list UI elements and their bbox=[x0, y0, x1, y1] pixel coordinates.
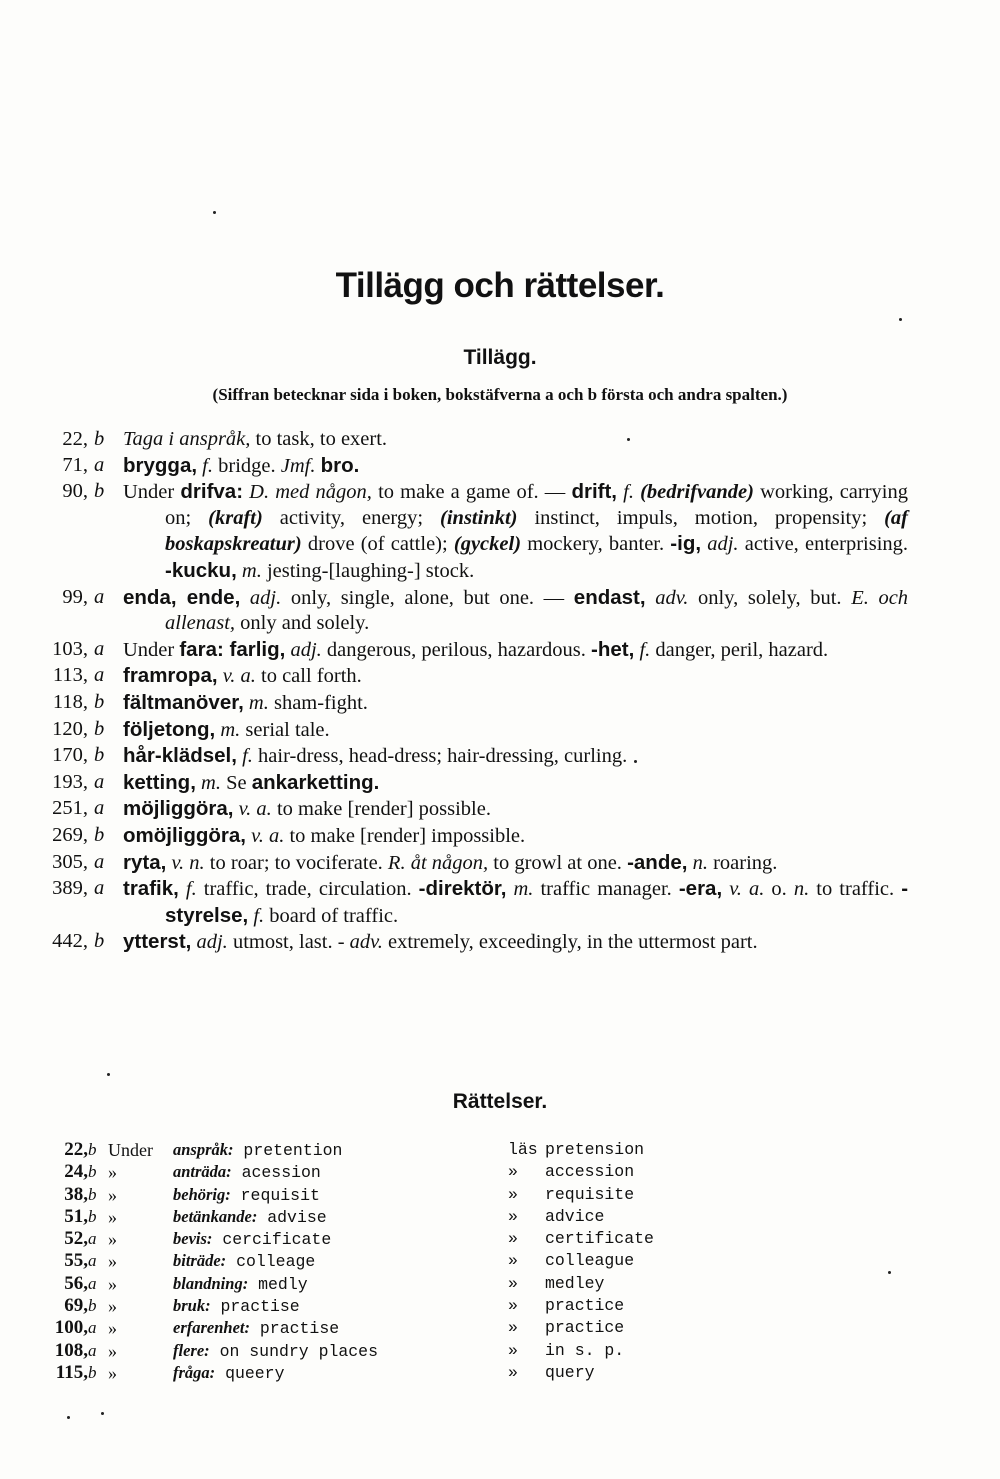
entry-side: a bbox=[94, 585, 105, 608]
correction-key: erfarenhet: bbox=[173, 1318, 250, 1338]
headword: -era, bbox=[678, 877, 723, 901]
print-speck bbox=[213, 211, 216, 214]
correction-page: 100, bbox=[54, 1317, 88, 1339]
addition-entry bbox=[28, 453, 908, 480]
correction-wrong bbox=[173, 1317, 339, 1340]
entry-page: 71, bbox=[62, 453, 88, 476]
correction-side: b bbox=[88, 1162, 97, 1182]
correction-side: a bbox=[88, 1273, 97, 1293]
entry-segment: (instinkt) bbox=[440, 506, 518, 529]
entry-text bbox=[123, 876, 908, 929]
entry-segment: activity, energy; bbox=[262, 506, 441, 529]
correction-side: b bbox=[88, 1206, 97, 1226]
addition-entry bbox=[28, 929, 908, 956]
correction-key: anspråk: bbox=[173, 1140, 234, 1159]
headword: -direktör, bbox=[418, 877, 507, 901]
additions-heading: Tillägg. bbox=[463, 346, 537, 369]
addition-entry bbox=[28, 585, 908, 637]
correction-key: flere: bbox=[173, 1340, 210, 1360]
entry-text bbox=[123, 743, 908, 770]
entry-segment: only, single, alone, but one. — bbox=[281, 586, 574, 609]
correction-side: a bbox=[88, 1251, 97, 1271]
correction-wrong bbox=[173, 1228, 331, 1251]
correction-key: blandning: bbox=[173, 1273, 249, 1293]
entry-page: 113, bbox=[52, 664, 88, 687]
correction-right: certificate bbox=[545, 1229, 654, 1249]
correction-page: 108, bbox=[54, 1339, 88, 1361]
correction-wrong-text: requisit bbox=[240, 1185, 320, 1205]
entry-text bbox=[123, 850, 908, 877]
entry-text bbox=[123, 663, 908, 690]
correction-under: Under bbox=[108, 1140, 153, 1160]
entry-segment: f. bbox=[623, 481, 634, 504]
addition-entry bbox=[28, 717, 908, 744]
entry-segment: dangerous, perilous, hazardous. bbox=[321, 638, 592, 661]
addition-entry bbox=[28, 637, 908, 664]
correction-wrong bbox=[173, 1184, 320, 1207]
print-speck bbox=[634, 760, 637, 763]
correction-right: in s. p. bbox=[545, 1340, 625, 1360]
entry-segment: v. a. bbox=[222, 665, 256, 688]
correction-wrong-text: acession bbox=[241, 1163, 321, 1183]
entry-segment: adj. bbox=[249, 586, 282, 609]
correction-wrong bbox=[173, 1139, 342, 1162]
correction-key: anträda: bbox=[173, 1162, 232, 1182]
correction-wrong-text: medly bbox=[258, 1274, 308, 1294]
correction-las: » bbox=[508, 1184, 518, 1204]
entry-page: 269, bbox=[52, 823, 88, 846]
addition-entry bbox=[28, 663, 908, 690]
correction-wrong-text: advise bbox=[267, 1207, 327, 1227]
correction-wrong-text: on sundry places bbox=[219, 1341, 378, 1361]
entry-side: a bbox=[94, 850, 105, 873]
entry-page: 170, bbox=[52, 744, 88, 767]
entry-side: a bbox=[94, 453, 105, 476]
correction-key: behörig: bbox=[173, 1184, 231, 1204]
correction-under: » bbox=[108, 1296, 117, 1317]
entry-segment: m. bbox=[220, 718, 241, 741]
entry-segment: R. åt någon, bbox=[387, 851, 489, 874]
entry-segment: m. bbox=[248, 691, 269, 714]
additions-list bbox=[28, 427, 908, 956]
entry-text bbox=[123, 585, 908, 637]
correction-under: » bbox=[108, 1206, 117, 1227]
entry-segment: v. a. bbox=[251, 824, 285, 847]
entry-segment: serial tale. bbox=[240, 718, 330, 741]
entry-page: 120, bbox=[52, 717, 88, 740]
print-speck bbox=[899, 318, 902, 321]
entry-segment: working, carrying on; bbox=[165, 481, 908, 529]
entry-side: b bbox=[94, 823, 105, 846]
correction-right: medley bbox=[545, 1273, 605, 1293]
entry-segment: danger, peril, hazard. bbox=[650, 638, 829, 661]
entry-side: b bbox=[94, 480, 105, 503]
correction-row bbox=[28, 1206, 728, 1228]
correction-row bbox=[28, 1161, 728, 1183]
headword: endast, bbox=[573, 585, 646, 609]
correction-row bbox=[28, 1340, 728, 1362]
entry-segment: adj. bbox=[196, 931, 228, 954]
correction-page: 22, bbox=[64, 1139, 88, 1160]
entry-text bbox=[123, 637, 908, 664]
headword: -ig, bbox=[670, 532, 702, 556]
entry-ref bbox=[28, 796, 110, 822]
headword: bro. bbox=[320, 453, 360, 477]
correction-las: » bbox=[508, 1318, 518, 1338]
entry-page: 305, bbox=[52, 850, 88, 873]
headword: fältmanöver, bbox=[123, 690, 244, 714]
correction-key: bruk: bbox=[173, 1296, 211, 1316]
entry-segment: jesting-[laughing-] stock. bbox=[261, 559, 475, 582]
headword: ankarketting. bbox=[251, 770, 380, 794]
entry-segment: v. a. bbox=[729, 878, 765, 901]
correction-page: 115, bbox=[55, 1361, 88, 1383]
entry-text bbox=[123, 690, 908, 717]
entry-segment: hair-dress, head-dress; hair-dressing, curling. bbox=[252, 745, 628, 768]
entry-segment: m. bbox=[201, 771, 221, 794]
correction-right: query bbox=[545, 1362, 595, 1382]
entry-segment: f. bbox=[253, 904, 265, 927]
entry-segment: f. bbox=[185, 878, 197, 901]
entry-segment: to make [render] possible. bbox=[271, 798, 491, 821]
entry-ref bbox=[28, 663, 110, 689]
correction-wrong bbox=[173, 1295, 300, 1318]
correction-side: a bbox=[88, 1229, 97, 1249]
entry-page: 251, bbox=[52, 797, 88, 820]
entry-segment: sham-fight. bbox=[268, 691, 368, 714]
entry-segment: extremely, exceedingly, in the uttermost part. bbox=[382, 931, 758, 954]
correction-las: » bbox=[508, 1362, 518, 1382]
correction-las: läs bbox=[508, 1140, 538, 1159]
correction-key: biträde: bbox=[173, 1251, 227, 1271]
addition-entry bbox=[28, 850, 908, 877]
entry-ref bbox=[28, 453, 110, 479]
headword: -kucku, bbox=[165, 558, 237, 582]
entry-segment: only and solely. bbox=[235, 612, 370, 635]
correction-row bbox=[28, 1184, 728, 1206]
entry-page: 389, bbox=[52, 877, 88, 900]
addition-entry bbox=[28, 427, 908, 453]
entry-segment: to task, to exert. bbox=[250, 428, 388, 450]
entry-text bbox=[123, 479, 908, 584]
correction-right: pretension bbox=[545, 1140, 645, 1159]
entry-segment: D. med någon, bbox=[249, 481, 372, 504]
print-speck bbox=[627, 438, 630, 441]
headword: enda, ende, bbox=[123, 585, 241, 609]
correction-row bbox=[28, 1295, 728, 1317]
entry-ref bbox=[28, 850, 110, 876]
entry-side: a bbox=[94, 877, 105, 900]
correction-wrong bbox=[173, 1340, 378, 1363]
entry-segment: adj. bbox=[707, 533, 739, 556]
print-speck bbox=[67, 1416, 70, 1419]
correction-side: b bbox=[88, 1362, 97, 1382]
entry-segment: (gyckel) bbox=[453, 533, 522, 556]
entry-segment: (af boskapskreatur) bbox=[165, 506, 909, 556]
page-title: Tillägg och rättelser. bbox=[335, 266, 665, 305]
entry-segment: mockery, banter. bbox=[521, 533, 671, 556]
entry-text bbox=[123, 929, 908, 956]
entry-segment: adv. bbox=[655, 586, 689, 609]
entry-side: b bbox=[94, 930, 105, 953]
entry-ref bbox=[28, 717, 110, 743]
entry-ref bbox=[28, 690, 110, 716]
entry-side: b bbox=[94, 690, 105, 713]
correction-las: » bbox=[508, 1340, 518, 1360]
correction-las: » bbox=[508, 1273, 518, 1293]
entry-segment: to make a game of. — bbox=[371, 481, 572, 504]
correction-side: a bbox=[88, 1340, 97, 1360]
entry-segment: f. bbox=[242, 745, 253, 768]
entry-side: b bbox=[94, 744, 105, 767]
entry-segment: m. bbox=[513, 878, 534, 901]
entry-text bbox=[123, 796, 908, 823]
correction-wrong-text: colleage bbox=[236, 1252, 316, 1272]
correction-wrong bbox=[173, 1273, 308, 1296]
entry-segment: Jmf. bbox=[280, 454, 316, 477]
headword: trafik, bbox=[123, 877, 179, 901]
entry-ref bbox=[28, 929, 110, 955]
entry-segment: Taga i anspråk, bbox=[123, 428, 251, 450]
addition-entry bbox=[28, 796, 908, 823]
entry-segment: adv. bbox=[349, 931, 383, 954]
correction-las: » bbox=[508, 1229, 518, 1249]
entry-segment: drove (of cattle); bbox=[301, 533, 454, 556]
entry-segment: adj. bbox=[290, 638, 322, 661]
addition-entry bbox=[28, 823, 908, 850]
entry-segment: (bedrifvande) bbox=[640, 481, 754, 504]
entry-segment: E. och allenast, bbox=[165, 586, 909, 635]
correction-right: accession bbox=[545, 1162, 635, 1182]
correction-row bbox=[28, 1273, 728, 1295]
correction-under: » bbox=[108, 1318, 117, 1339]
correction-side: a bbox=[88, 1318, 97, 1338]
entry-ref bbox=[28, 876, 110, 902]
correction-wrong-text: queery bbox=[225, 1363, 285, 1383]
correction-under: » bbox=[108, 1184, 117, 1205]
entry-side: b bbox=[94, 428, 105, 450]
correction-right: colleague bbox=[545, 1251, 635, 1271]
entry-page: 22, bbox=[62, 428, 88, 450]
entry-page: 442, bbox=[52, 930, 88, 953]
entry-text bbox=[123, 427, 908, 453]
addition-entry bbox=[28, 690, 908, 717]
entry-page: 90, bbox=[62, 480, 88, 503]
correction-under: » bbox=[108, 1273, 117, 1294]
correction-side: b bbox=[88, 1184, 97, 1204]
correction-under: » bbox=[108, 1229, 117, 1250]
entry-segment: Se bbox=[220, 771, 252, 794]
entry-ref bbox=[28, 637, 110, 663]
corrections-list bbox=[28, 1139, 728, 1384]
addition-entry bbox=[28, 743, 908, 770]
correction-row bbox=[28, 1317, 728, 1339]
entry-segment: v. a. bbox=[238, 798, 272, 821]
entry-ref bbox=[28, 823, 110, 849]
entry-text bbox=[123, 717, 908, 744]
entry-segment bbox=[646, 587, 656, 609]
entry-segment: f. bbox=[639, 638, 651, 661]
headword: -het, bbox=[591, 637, 635, 661]
correction-under: » bbox=[108, 1362, 117, 1383]
entry-side: a bbox=[94, 797, 105, 820]
headword: följetong, bbox=[123, 717, 216, 741]
headword: -styrelse, bbox=[165, 877, 909, 927]
entry-segment: to growl at one. bbox=[488, 851, 628, 874]
correction-page: 24, bbox=[64, 1161, 88, 1183]
correction-under: » bbox=[108, 1162, 117, 1183]
entry-page: 118, bbox=[52, 690, 88, 713]
correction-row bbox=[28, 1139, 728, 1161]
corrections-heading: Rättelser. bbox=[452, 1090, 548, 1113]
headword: brygga, bbox=[123, 453, 198, 477]
correction-row bbox=[28, 1250, 728, 1272]
print-speck bbox=[888, 1271, 891, 1274]
entry-segment: n. bbox=[692, 851, 708, 874]
entry-segment: m. bbox=[241, 559, 262, 582]
entry-side: b bbox=[94, 717, 105, 740]
correction-right: requisite bbox=[545, 1184, 635, 1204]
headword: möjliggöra, bbox=[123, 797, 234, 821]
entry-side: a bbox=[94, 637, 105, 660]
headword: ytterst, bbox=[123, 930, 192, 954]
addition-entry bbox=[28, 479, 908, 584]
correction-key: bevis: bbox=[173, 1229, 213, 1249]
correction-wrong-text: pretention bbox=[243, 1141, 343, 1160]
correction-wrong bbox=[173, 1161, 321, 1184]
correction-wrong bbox=[173, 1206, 327, 1229]
correction-row bbox=[28, 1228, 728, 1250]
correction-page: 51, bbox=[64, 1205, 88, 1227]
entry-segment: utmost, last. - bbox=[227, 931, 350, 954]
entry-ref bbox=[28, 770, 110, 796]
correction-page: 56, bbox=[64, 1272, 88, 1294]
correction-wrong bbox=[173, 1362, 285, 1385]
entry-segment: o. bbox=[764, 878, 794, 901]
correction-page: 52, bbox=[64, 1228, 88, 1250]
entry-ref bbox=[28, 427, 110, 453]
entry-segment: instinct, impuls, motion, propensity; bbox=[517, 506, 885, 529]
entry-segment bbox=[179, 878, 186, 900]
entry-ref bbox=[28, 743, 110, 769]
entry-segment: active, enterprising. bbox=[738, 533, 909, 556]
correction-las: » bbox=[508, 1296, 518, 1316]
entry-segment: to traffic. bbox=[809, 878, 902, 901]
entry-side: a bbox=[94, 664, 105, 687]
correction-wrong-text: practise bbox=[259, 1319, 340, 1339]
correction-key: fråga: bbox=[173, 1362, 216, 1382]
headword: omöjliggöra, bbox=[123, 823, 246, 847]
headword: drifva: bbox=[180, 480, 244, 504]
entry-ref bbox=[28, 479, 110, 505]
entry-text bbox=[123, 823, 908, 850]
headword: -ande, bbox=[627, 850, 688, 874]
entry-page: 103, bbox=[52, 637, 88, 660]
headword: fara: farlig, bbox=[179, 637, 286, 661]
entry-segment: roaring. bbox=[707, 851, 778, 874]
additions-note: (Siffran betecknar sida i boken, bokstäfverna a och b första och andra spalten.) bbox=[212, 385, 788, 404]
headword: ketting, bbox=[123, 770, 196, 794]
correction-right: practice bbox=[545, 1296, 625, 1316]
entry-segment: bridge. bbox=[213, 454, 281, 477]
correction-row bbox=[28, 1362, 728, 1384]
correction-key: betänkande: bbox=[173, 1206, 258, 1226]
correction-under: » bbox=[108, 1251, 117, 1272]
headword: drift, bbox=[571, 480, 617, 504]
entry-segment: v. n. bbox=[171, 851, 205, 874]
print-speck bbox=[101, 1412, 104, 1415]
headword: hår-klädsel, bbox=[123, 744, 237, 768]
correction-under: » bbox=[108, 1340, 117, 1361]
entry-segment bbox=[240, 587, 250, 609]
addition-entry bbox=[28, 770, 908, 797]
correction-right: practice bbox=[545, 1318, 625, 1338]
headword: framropa, bbox=[123, 664, 218, 688]
entry-segment: to call forth. bbox=[255, 665, 362, 688]
correction-las: » bbox=[508, 1162, 518, 1182]
correction-side: b bbox=[88, 1296, 97, 1316]
correction-page: 69, bbox=[64, 1295, 88, 1317]
correction-right: advice bbox=[545, 1206, 605, 1226]
correction-side: b bbox=[88, 1140, 97, 1159]
correction-page: 38, bbox=[64, 1183, 88, 1205]
entry-segment: (kraft) bbox=[208, 506, 263, 529]
addition-entry bbox=[28, 876, 908, 929]
entry-text bbox=[123, 770, 908, 797]
entry-segment: only, solely, but. bbox=[688, 586, 852, 609]
entry-segment: board of traffic. bbox=[264, 904, 399, 927]
entry-segment: traffic, trade, circulation. bbox=[196, 878, 419, 901]
entry-ref bbox=[28, 585, 110, 611]
correction-page: 55, bbox=[64, 1250, 88, 1272]
entry-segment: n. bbox=[793, 878, 810, 901]
correction-wrong-text: cercificate bbox=[222, 1230, 332, 1250]
entry-segment: Under bbox=[123, 638, 180, 661]
entry-segment: Under bbox=[123, 481, 181, 504]
entry-segment: f. bbox=[202, 454, 213, 477]
entry-page: 193, bbox=[52, 770, 88, 793]
print-speck bbox=[107, 1073, 110, 1076]
entry-text bbox=[123, 453, 908, 480]
entry-side: a bbox=[94, 770, 105, 793]
entry-segment: traffic manager. bbox=[533, 878, 679, 901]
headword: ryta, bbox=[123, 850, 167, 874]
entry-page: 99, bbox=[62, 585, 88, 608]
correction-las: » bbox=[508, 1206, 518, 1226]
entry-segment: to make [render] impossible. bbox=[284, 824, 526, 847]
correction-wrong-text: practise bbox=[220, 1297, 300, 1317]
correction-las: » bbox=[508, 1251, 518, 1271]
entry-segment: to roar; to vociferate. bbox=[204, 851, 388, 874]
correction-wrong bbox=[173, 1250, 315, 1273]
